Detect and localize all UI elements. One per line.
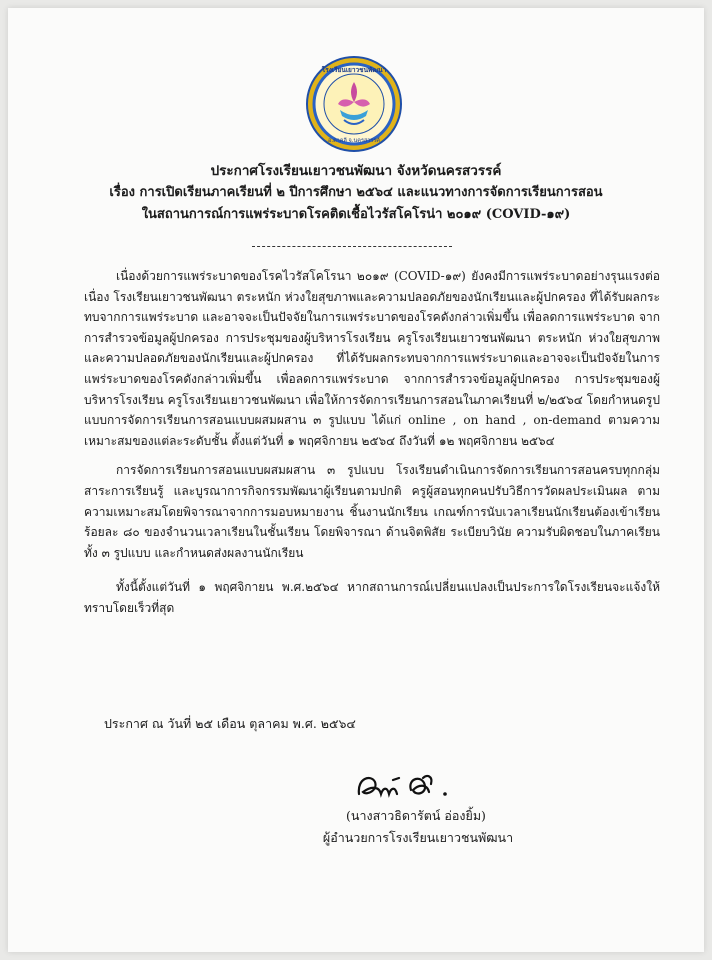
- header-title: ประกาศโรงเรียนเยาวชนพัฒนา จังหวัดนครสวรรค์: [210, 163, 502, 179]
- body-paragraph-3: ทั้งนี้ตั้งแต่วันที่ ๑ พฤศจิกายน พ.ศ.๒๕๖๔ หากสถานการณ์เปลี่ยนแปลงเป็นประการใดโรงเรียนจะแจ้งให้ทราบโดยเร็วที่สุด: [84, 580, 660, 615]
- body-paragraph-1: เนื่องด้วยการแพร่ระบาดของโรคไวรัสโคโรนา ๒๐๑๙ (COVID-๑๙) ยังคงมีการแพร่ระบาดอย่างรุนแรงต่อเนื่อง โรงเรียนเยาวชนพัฒนา ตระหนัก ห่วงใยสุขภาพและความปลอดภัยของนักเรียนและผู้ปกครอง ที่ได้รับผลกระทบจากการแพร่ระบาด และอาจจะเป็นปัจจัยในการแพร่ระบาดของโรคดังกล่าวเพิ่มขึ้น เพื่อลดการแพร่ระบาด จากการสำรวจข้อมูลผู้ปกครอง การประชุมของผู้บริหารโรงเรียน ครูโรงเรียนเยาวชนพัฒนา ตระหนัก ห่วงใยสุขภาพและความปลอดภัยของนักเรียนและผู้ปกครอง ที่ได้รับผลกระทบจากการแพร่ระบาดและอาจจะเป็นปัจจัยในการแพร่ระบาดของโรคดังกล่าวเพิ่มขึ้น เพื่อลดการแพร่ระบาด จากการสำรวจข้อมูลผู้ปกครอง การประชุมของผู้บริหารโรงเรียน ครูโรงเรียนเยาวชนพัฒนา เพื่อให้การจัดการเรียนการสอนในภาคเรียนที่ ๒/๒๕๖๔ โดยกำหนดรูปแบบการจัดการเรียนการสอนแบบผสมผสาน ๓ รูปแบบ ได้แก่ online , on hand , on-demand ตามความเหมาะสมของแต่ละระดับชั้น ตั้งแต่วันที่ ๑ พฤศจิกายน ๒๕๖๔ ถึงวันที่ ๑๒ พฤศจิกายน ๒๕๖๔: [84, 269, 660, 448]
- school-seal-icon: [304, 54, 404, 154]
- header-subject: เรื่อง การเปิดเรียนภาคเรียนที่ ๒ ปีการศึกษา ๒๕๖๔ และแนวทางการจัดการเรียนการสอน: [109, 185, 603, 200]
- signature-image: [353, 764, 463, 808]
- logo-bottom-text: อ.ตาคลี จ.นครสวรรค์: [328, 138, 380, 144]
- announcement-date: ประกาศ ณ วันที่ ๒๕ เดือน ตุลาคม พ.ศ. ๒๕๖๔: [104, 716, 356, 731]
- announcement-header: [8, 160, 704, 226]
- logo-top-text: โรงเรียนเยาวชนพัฒนา: [321, 66, 387, 74]
- signer-position: ผู้อำนวยการโรงเรียนเยาวชนพัฒนา: [322, 830, 514, 845]
- body-paragraph-2: การจัดการเรียนการสอนแบบผสมผสาน ๓ รูปแบบ โรงเรียนดำเนินการจัดการเรียนการสอนครบทุกกลุ่มสาระการเรียนรู้ และบูรณาการกิจกรรมพัฒนาผู้เรียนตามปกติ ครูผู้สอนทุกคนปรับวิธีการวัดผลประเมินผล ตามความเหมาะสมโดยพิจารณาจากการมอบหมายงาน ชิ้นงานนักเรียน เกณฑ์การนับเวลาเรียนนักเรียนต้องเข้าเรียนร้อยละ ๘๐ ของจำนวนเวลาเรียนในชั้นเรียน โดยพิจารณา ด้านจิตพิสัย ระเบียบวินัย ความรับผิดชอบในภาคเรียนทั้ง ๓ รูปแบบ และกำหนดส่งผลงานนักเรียน: [84, 463, 660, 560]
- header-divider: [252, 246, 452, 247]
- announcement-body: [84, 266, 660, 628]
- header-subject-cont: ในสถานการณ์การแพร่ระบาดโรคติดเชื้อไวรัสโคโรน่า ๒๐๑๙ (COVID-๑๙): [141, 207, 571, 222]
- signer-name: (นางสาวธิดารัตน์ อ่องยิ้ม): [346, 808, 486, 823]
- announcement-page: [8, 8, 704, 952]
